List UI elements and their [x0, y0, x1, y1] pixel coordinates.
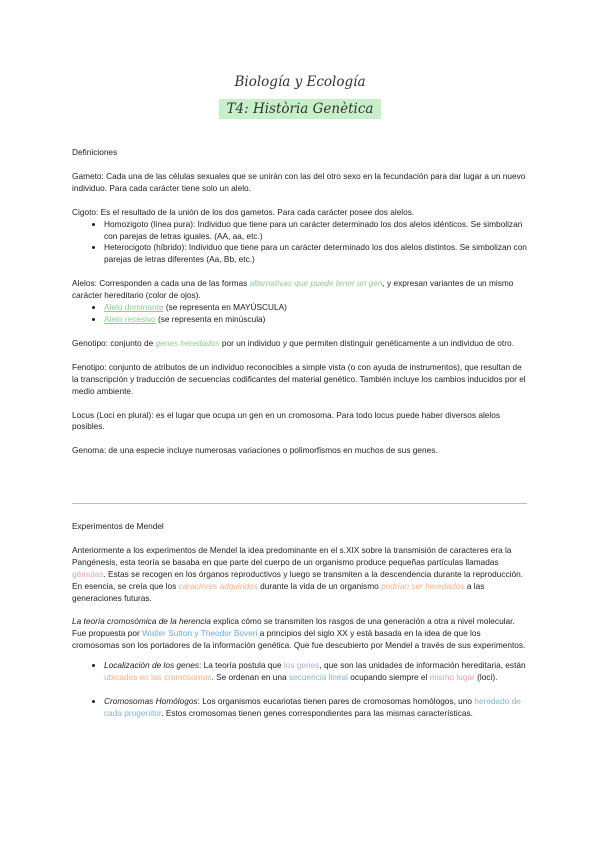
cigoto-list [72, 219, 527, 267]
highlight-text: genes heredados [155, 337, 220, 348]
list-item [104, 660, 527, 684]
mendel-section [72, 521, 527, 732]
text-span: durante la vida de un organismo [257, 580, 382, 591]
list-item [104, 302, 527, 314]
text-span: por un individuo y que permiten distinguir genéticamente a un individuo de otro. [219, 337, 514, 348]
gameto-paragraph: Gameto: Cada una de las células sexuales que se unirán con las del otro sexo en la fecundación para dar lugar a un nuevo individuo. Para cada carácter tiene solo un alelo. [72, 170, 526, 193]
highlight-text: mismo lugar [429, 672, 475, 683]
highlight-text: Walter Sutton y Theodor Boveri [142, 628, 258, 639]
section-divider [72, 503, 527, 504]
list-item: • Homozigoto (línea pura): Individuo que tiene para un carácter determinado los dos alelos idénticos. Se simbolizan con parejas de letras iguales. (AA, aa, etc.) [104, 219, 527, 243]
alelos-list [72, 302, 527, 326]
list-item [104, 314, 527, 326]
text-span: a principios del siglo XX y está basada en la idea de que los cromosomas son los portadores de la información genética. Que fue descubierto por Mendel a través de sus experimentos. [72, 628, 526, 651]
text-span: Cromosomas Homólogos [104, 695, 198, 706]
text-span: Localización de los genes [104, 660, 200, 671]
text-span: . Estos cromosomas tienen genes correspondientes para las mismas características. [161, 707, 473, 718]
page-title: Biología y Ecología [234, 74, 366, 90]
highlight-text: heredado de cada progenitor [104, 695, 521, 718]
highlight-text: gémulas [72, 568, 104, 579]
text-span: explica cómo se transmiten los rasgos de una generación a otra a nivel molecular. Fue propuesta por [72, 616, 515, 639]
text-span: . Estas se recogen en los órganos reproductivos y luego se transmiten a la descendencia durante la reproducción. En esencia, se creía que los [72, 568, 524, 591]
list-item [104, 696, 527, 720]
text-span: : Los organismos eucariotas tienen pares de cromosomas homólogos, uno [197, 695, 475, 706]
highlight-text: alternativas que puede tener un gen [249, 278, 383, 289]
mendel-heading: Experimentos de Mendel [72, 521, 164, 531]
teoria-paragraph [72, 616, 527, 652]
highlight-text: caracteres adquiridos [178, 580, 258, 591]
subtitle-wrap [0, 99, 600, 119]
locus-paragraph: Locus (Loci en plural): es el lugar que ocupa un gen en un cromosoma. Para todo locus puede haber diversos alelos posibles. [72, 409, 501, 432]
text-span: Alelos: Corresponden a cada una de las formas [72, 278, 250, 289]
genoma-paragraph: Genoma: de una especie incluye numerosas variaciones o polimorfismos en muchos de sus genes. [72, 445, 438, 456]
highlight-text: secuencia lineal [288, 672, 348, 683]
text-span: . Se ordenan en una [211, 672, 289, 683]
highlight-text: podrían ser heredados [381, 580, 465, 591]
text-span: a las generaciones futuras. [72, 580, 485, 603]
text-span: Genotipo: conjunto de [72, 337, 156, 348]
fenotipo-paragraph: Fenotipo: conjunto de atributos de un individuo reconocibles a simple vista (o con ayuda de instrumentos), que resultan de la transcripción y traducción de secuencias codificantes del material genético. También incluye los cambios inducidos por el medio ambiente. [72, 361, 526, 396]
text-span: ocupando siempre el [348, 672, 430, 683]
text-span: : La teoría postula que [199, 660, 284, 671]
text-span: Pangénesis [72, 556, 116, 567]
text-span: Anteriormente a los experimentos de Mendel la idea predominante en el s.XIX sobre la transmisión de caracteres era la [72, 544, 512, 555]
genotipo-paragraph [72, 338, 527, 350]
definitions-heading: Definiciones [72, 147, 118, 157]
page-subtitle: T4: Història Genètica [219, 99, 382, 119]
text-span: La teoría cromosómica de la herencia [72, 616, 211, 627]
teoria-list [72, 660, 527, 720]
text-span: (se representa en minúscula) [155, 313, 266, 324]
alelo-recesivo-link[interactable]: Alelo recesivo [104, 313, 156, 324]
definitions-section [72, 147, 527, 457]
highlight-text: ubicados en los cromosomas [104, 672, 212, 683]
alelos-paragraph [72, 278, 527, 302]
text-span: , y expresan variantes de un mismo carácter hereditario (color de ojos). [72, 278, 514, 301]
cigoto-paragraph: Cigoto: Es el resultado de la unión de los dos gametos. Para cada carácter posee dos alelos. [72, 206, 415, 217]
text-span: (se representa en MAYÚSCULA) [163, 302, 287, 313]
highlight-text: los genes [283, 660, 320, 671]
alelo-dominante-link[interactable]: Alelo dominante [104, 302, 164, 313]
text-span: , esta teoría se basaba en que parte del cuerpo de un organismo produce pequeñas partículas llamadas [115, 556, 499, 567]
text-span: , que son las unidades de información hereditaria, están [319, 660, 526, 671]
text-span: (loci). [474, 672, 498, 683]
pangenesis-paragraph [72, 545, 527, 605]
list-item: • Heterocigoto (híbrido): Individuo que tiene para un carácter determinado los dos alelos distintos. Se simbolizan con parejas de letras diferentes (Aa, Bb, etc.) [104, 242, 527, 266]
